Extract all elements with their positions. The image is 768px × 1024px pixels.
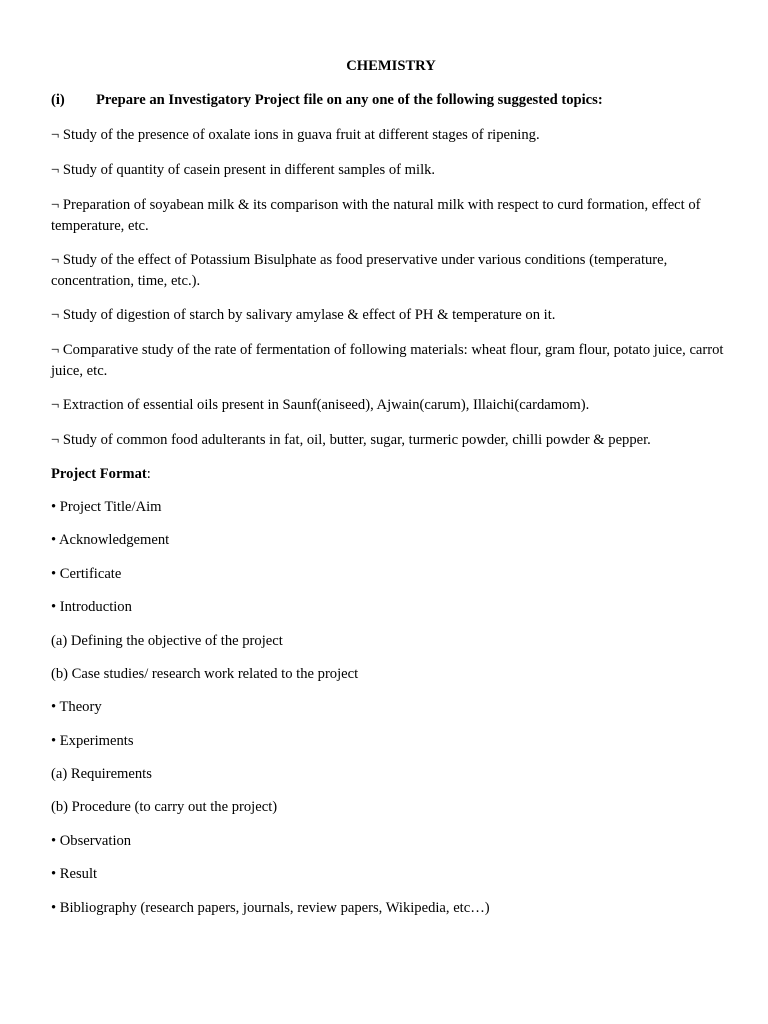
section-heading [51, 92, 603, 109]
project-format-label: Project Format [51, 466, 147, 482]
topic-item: ¬ Study of the effect of Potassium Bisulphate as food preservative under various conditions (temperature, concentration, time, etc.). [51, 252, 668, 289]
format-item: • Result [51, 866, 98, 882]
topic-item: ¬ Comparative study of the rate of fermentation of following materials: wheat flour, gram flour, potato juice, carrot juice, etc. [51, 342, 724, 379]
topic-item: ¬ Study of the presence of oxalate ions in guava fruit at different stages of ripening. [51, 127, 540, 143]
format-item: • Acknowledgement [51, 532, 170, 548]
topic-item: ¬ Preparation of soyabean milk & its comparison with the natural milk with respect to curd formation, effect of temperature, etc. [51, 197, 701, 234]
format-item: • Experiments [51, 733, 134, 749]
format-item: (a) Requirements [51, 766, 152, 782]
format-item: • Theory [51, 699, 102, 715]
project-format-heading [51, 464, 151, 484]
format-item: (b) Case studies/ research work related to the project [51, 666, 359, 682]
format-item: • Project Title/Aim [51, 499, 162, 515]
format-item: • Observation [51, 833, 132, 849]
project-format-colon: : [146, 466, 151, 482]
topic-item: ¬ Extraction of essential oils present in Saunf(aniseed), Ajwain(carum), Illaichi(cardamom). [51, 397, 590, 413]
topic-item: ¬ Study of quantity of casein present in different samples of milk. [51, 162, 436, 178]
format-item: • Introduction [51, 599, 132, 615]
format-item: • Certificate [51, 566, 122, 582]
format-item: (a) Defining the objective of the project [51, 633, 283, 649]
section-number: (i) [51, 92, 65, 108]
format-item: (b) Procedure (to carry out the project) [51, 799, 278, 815]
topic-item: ¬ Study of common food adulterants in fat, oil, butter, sugar, turmeric powder, chilli powder & pepper. [51, 432, 651, 448]
format-item: • Bibliography (research papers, journals, review papers, Wikipedia, etc…) [51, 900, 490, 916]
topic-item: ¬ Study of digestion of starch by salivary amylase & effect of PH & temperature on it. [51, 307, 556, 323]
document-title: CHEMISTRY [346, 58, 436, 74]
section-heading-text: Prepare an Investigatory Project file on any one of the following suggested topics: [96, 92, 603, 108]
